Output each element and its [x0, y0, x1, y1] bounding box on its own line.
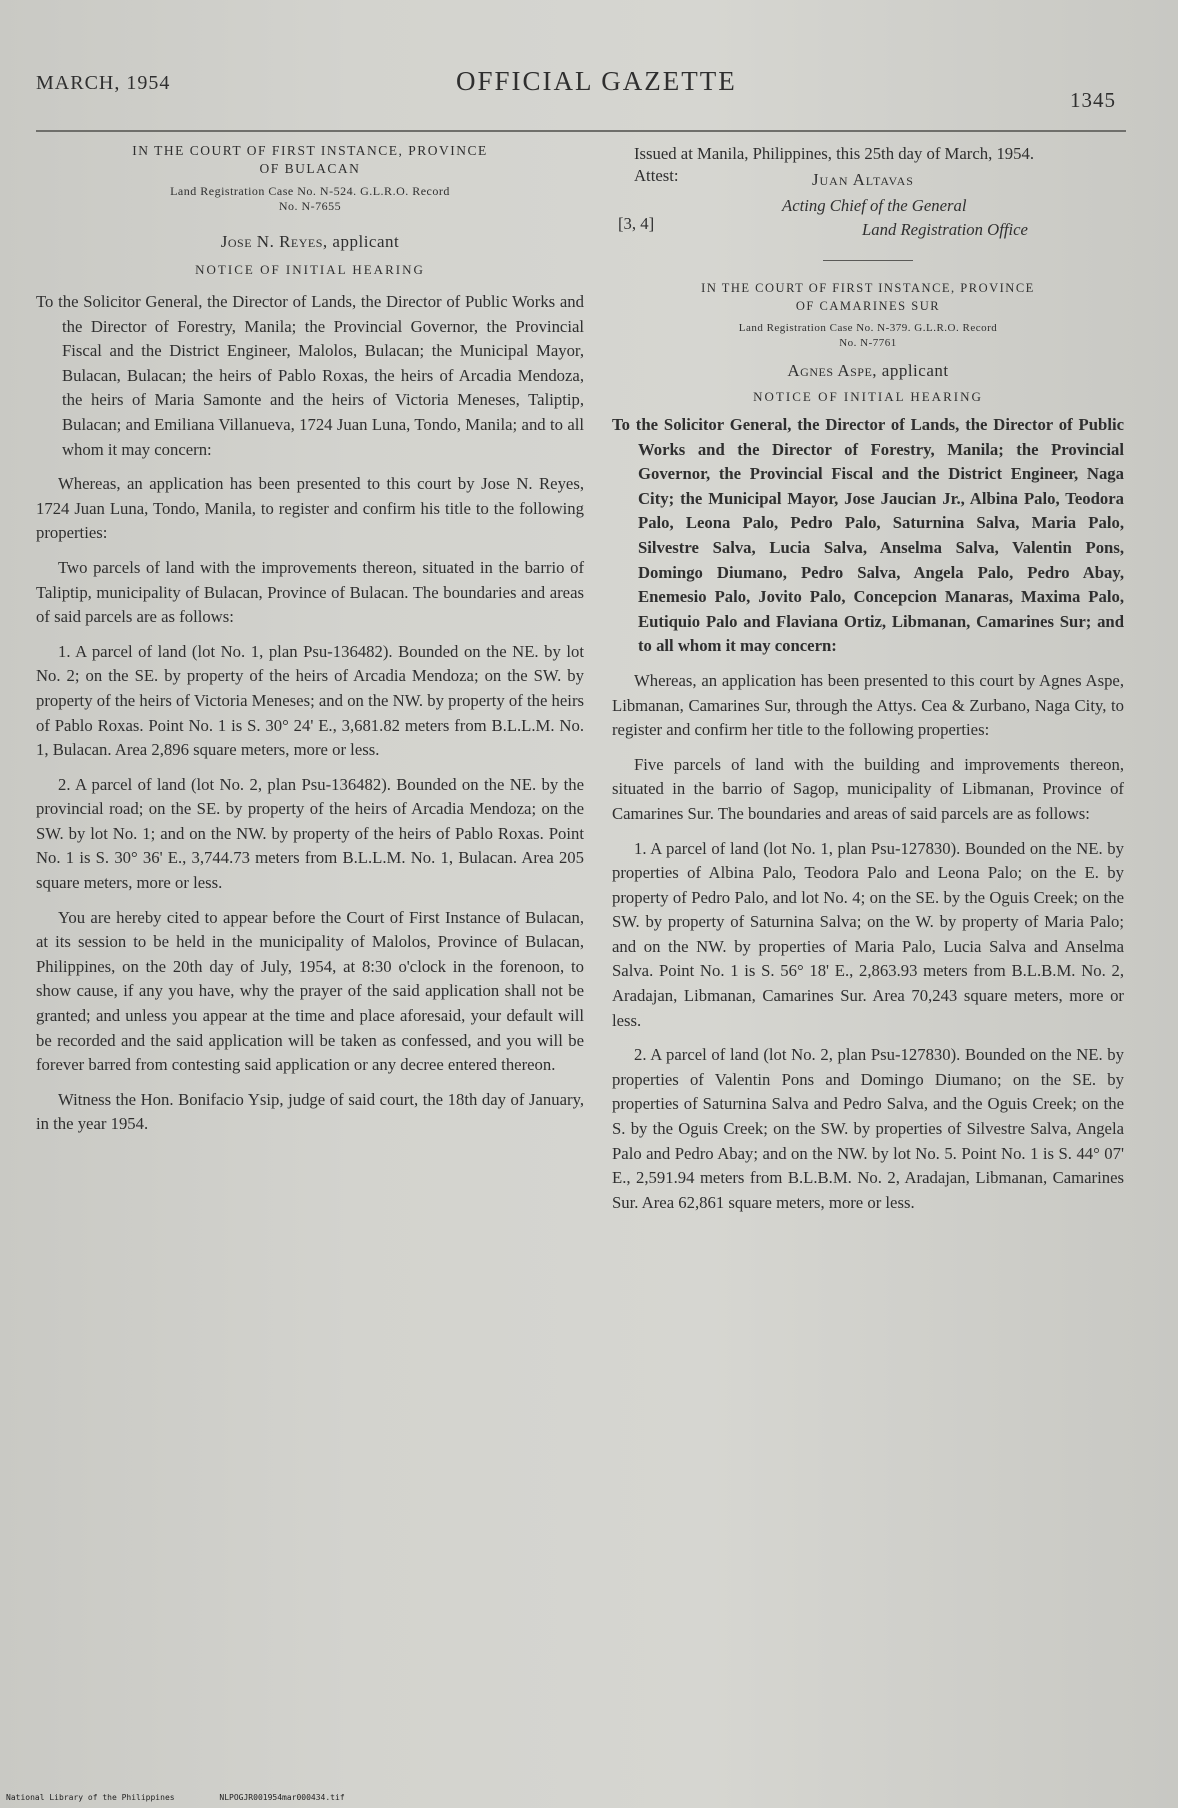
- parcel-2-description: 2. A parcel of land (lot No. 2, plan Psu-136482). Bounded on the NE. by the provincial road; on the SE. by property of the heirs of Arcadia Mendoza; on the SW. by lot No. 1; and on the NW. by property of the heirs of Pablo Roxas. Point No. 1 is S. 30° 36' E., 3,744.73 meters from B.L.L.M. No. 1, Bulacan. Area 205 square meters, more or less.: [36, 774, 584, 893]
- right-column: [612, 142, 1124, 1215]
- attest-row: [612, 166, 1124, 196]
- case-line-2: No. N-7761: [839, 337, 897, 349]
- publication-title: OFFICIAL GAZETTE: [456, 66, 737, 96]
- case-line-2: No. N-7655: [278, 199, 342, 213]
- applicant-name: Agnes Aspe: [787, 361, 873, 380]
- applicant-name: Jose N. Reyes: [220, 232, 323, 251]
- scan-footer: [6, 1793, 385, 1802]
- issued-paragraph: Issued at Manila, Philippines, this 25th day of March, 1954.: [634, 144, 1034, 163]
- signatory-name: Juan Altavas: [812, 170, 914, 189]
- parcel-1-description-2: 1. A parcel of land (lot No. 1, plan Psu-127830). Bounded on the NE. by properties of Albina Palo, Teodora Palo and Leona Palo; on the E. by property of Pedro Palo, and lot No. 4; on the SE. by the Oguis Creek; on the SW. by property of Saturnina Salva; on the W. by property of Maria Palo; and on the NW. by properties of Maria Palo, Lucia Salva and Anselma Salva. Point No. 1 is S. 56° 18' E., 2,863.93 meters from B.L.B.M. No. 2, Aradajan, Libmanan, Camarines Sur. Area 70,243 square meters, more or less.: [612, 838, 1124, 1030]
- applicant-line: [36, 232, 584, 252]
- parcel-2-description-2: 2. A parcel of land (lot No. 2, plan Psu-127830). Bounded on the NE. by properties of Valentin Pons and Domingo Diumano; on the SE. by properties of Saturnina Salva and Pedro Salva, and the Oguis Creek; on the S. by the Oguis Creek; on the SW. by properties of Silvestre Salva, Angela Palo and Pedro Abay; and on the NW. by lot No. 5. Point No. 1 is S. 44° 07' E., 2,591.94 meters from B.L.B.M. No. 2, Aradajan, Libmanan, Camarines Sur. Area 62,861 square meters, more or less.: [612, 1045, 1124, 1212]
- court-line-2: OF CAMARINES SUR: [795, 299, 941, 313]
- notice-heading-2: NOTICE OF INITIAL HEARING: [753, 389, 983, 404]
- parcel-1-description: 1. A parcel of land (lot No. 1, plan Psu-136482). Bounded on the NE. by lot No. 2; on the SE. by property of the heirs of Arcadia Mendoza; on the SW. by property of the heirs of Victoria Meneses; and on the NW. by property of the heirs of Pablo Roxas. Point No. 1 is S. 30° 24' E., 3,681.82 meters from B.L.L.M. No. 1, Bulacan. Area 2,896 square meters, more or less.: [36, 641, 584, 760]
- left-column: [36, 142, 584, 1137]
- court-heading: [36, 142, 584, 178]
- applicant-suffix: , applicant: [322, 232, 400, 251]
- applicant-line-2: [612, 361, 1124, 381]
- header-rule: [36, 130, 1126, 132]
- signatory-title-2: Land Registration Office: [862, 220, 1028, 239]
- notice-heading: NOTICE OF INITIAL HEARING: [195, 262, 425, 277]
- signatory-block: [612, 196, 1124, 244]
- witness-paragraph: Witness the Hon. Bonifacio Ysip, judge of said court, the 18th day of January, in the year 1954.: [36, 1089, 584, 1134]
- case-number: [36, 184, 584, 214]
- issue-date: MARCH, 1954: [36, 72, 171, 94]
- whereas-paragraph: Whereas, an application has been presented to this court by Jose N. Reyes, 1724 Juan Luna, Tondo, Manila, to register and confirm his title to the following properties:: [36, 474, 584, 543]
- reference-number: [3, 4]: [618, 214, 655, 233]
- case-line-1: Land Registration Case No. N-524. G.L.R.O. Record: [170, 184, 450, 198]
- page-number: 1345: [1070, 88, 1116, 112]
- parcels-intro-2: Five parcels of land with the building and improvements thereon, situated in the barrio of Sagop, municipality of Libmanan, Province of Camarines Sur. The boundaries and areas of said parcels are as follows:: [612, 754, 1124, 823]
- court-line-2: OF BULACAN: [259, 161, 361, 176]
- case-number-2: [612, 321, 1124, 351]
- parcels-intro: Two parcels of land with the improvements thereon, situated in the barrio of Taliptip, municipality of Bulacan, Province of Bulacan. The boundaries and areas of said parcels are as follows:: [36, 557, 584, 627]
- case-line-1: Land Registration Case No. N-379. G.L.R.O. Record: [738, 322, 998, 334]
- notice-divider: [823, 260, 913, 261]
- addressees: To the Solicitor General, the Director of Lands, the Director of Public Works and the Director of Forestry, Manila; the Provincial Governor, the Provincial Fiscal and the District Engineer, Malolos, Bulacan; the Municipal Mayor, Bulacan, Bulacan; the heirs of Pablo Roxas, the heirs of Arcadia Mendoza, the heirs of Maria Samonte and the heirs of Victoria Meneses, Taliptip, Bulacan; and Emiliana Villanueva, 1724 Juan Luna, Tondo, Manila; and to all whom it may concern:: [36, 292, 584, 459]
- court-line-1: IN THE COURT OF FIRST INSTANCE, PROVINCE: [701, 281, 1035, 295]
- signatory-title-1: Acting Chief of the General: [782, 196, 967, 215]
- library-credit: National Library of the Philippines: [6, 1793, 175, 1802]
- whereas-paragraph-2: Whereas, an application has been presented to this court by Agnes Aspe, Libmanan, Camarines Sur, through the Attys. Cea & Zurbano, Naga City, to register and confirm her title to the following properties:: [612, 670, 1124, 740]
- addressees-2: To the Solicitor General, the Director of Lands, the Director of Public Works and the Director of Forestry, Manila; the Provincial Governor, the Provincial Fiscal and the District Engineer, Naga City; the Municipal Mayor, Jose Jaucian Jr., Albina Palo, Teodora Palo, Leona Palo, Pedro Palo, Saturnina Salva, Maria Palo, Silvestre Salva, Lucia Salva, Anselma Salva, Valentin Pons, Domingo Diumano, Pedro Salva, Angela Palo, Pedro Abay, Enemesio Palo, Jovito Palo, Concepcion Manaras, Maxima Palo, Eutiquio Palo and Flaviana Ortiz, Libmanan, Camarines Sur; and to all whom it may concern:: [612, 415, 1124, 656]
- scan-filename: NLPOGJR001954mar000434.tif: [219, 1793, 345, 1802]
- court-line-1: IN THE COURT OF FIRST INSTANCE, PROVINCE: [132, 143, 488, 158]
- citation-paragraph: You are hereby cited to appear before the Court of First Instance of Bulacan, at its session to be held in the municipality of Malolos, Province of Bulacan, Philippines, on the 20th day of July, 1954, at 8:30 o'clock in the forenoon, to show cause, if any you have, why the prayer of the said application shall not be granted; and unless you appear at the time and place aforesaid, your default will be recorded and the said application will be taken as confessed, and you will be forever barred from contesting said application or any decree entered thereon.: [36, 907, 584, 1075]
- attest-label: Attest:: [634, 166, 679, 185]
- applicant-suffix: , applicant: [872, 361, 949, 380]
- court-heading-2: [612, 279, 1124, 315]
